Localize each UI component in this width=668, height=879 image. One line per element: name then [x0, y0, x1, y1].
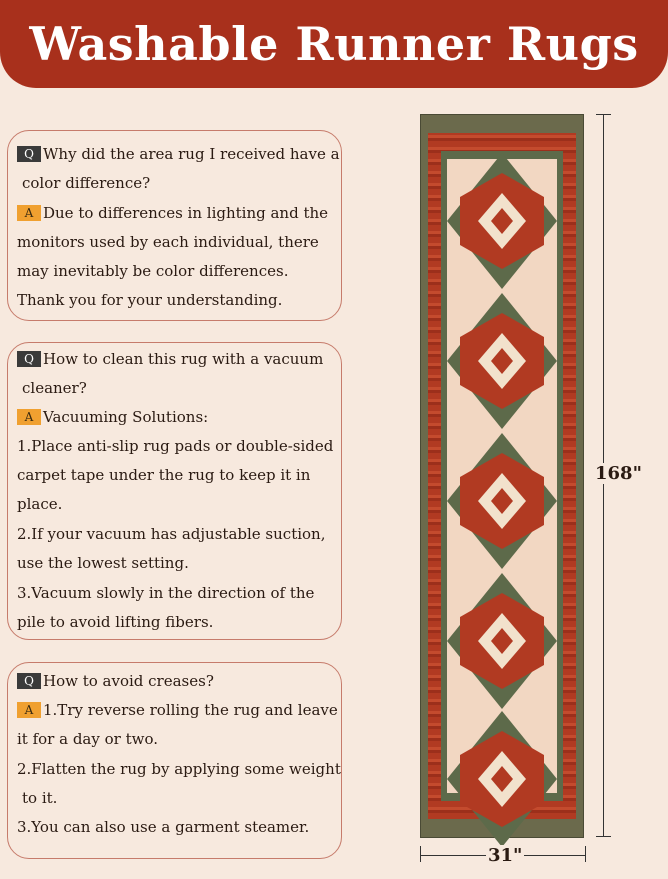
faq-answer-line	[17, 700, 338, 720]
answer-text: use the lowest setting.	[17, 554, 189, 572]
question-badge: Q	[17, 146, 41, 162]
question-badge: Q	[17, 351, 41, 367]
faq-question-line	[17, 671, 214, 691]
width-label: 31"	[488, 845, 523, 866]
faq-box-vacuum-cleaning	[7, 342, 342, 640]
answer-text: pile to avoid lifting fibers.	[17, 613, 214, 631]
answer-text: 2.Flatten the rug by applying some weight	[17, 760, 341, 778]
answer-text: Thank you for your understanding.	[17, 291, 283, 309]
faq-question-line	[17, 144, 340, 164]
answer-text: Vacuuming Solutions:	[43, 408, 209, 426]
answer-badge: A	[17, 702, 41, 718]
title-banner	[0, 0, 668, 88]
answer-text: monitors used by each individual, there	[17, 233, 319, 251]
answer-text: 1.Try reverse rolling the rug and leave	[43, 701, 338, 719]
question-text: cleaner?	[22, 379, 87, 397]
question-text: color difference?	[22, 174, 151, 192]
width-dimension-tick	[585, 846, 586, 862]
faq-box-avoid-creases	[7, 662, 342, 859]
question-text: Why did the area rug I received have a	[43, 145, 340, 163]
faq-question-line	[17, 349, 323, 369]
runner-rug-image	[420, 114, 584, 838]
answer-text: 3.Vacuum slowly in the direction of the	[17, 584, 315, 602]
faq-answer-line	[17, 407, 208, 427]
answer-text: 2.If your vacuum has adjustable suction,	[17, 525, 326, 543]
width-dimension-tick	[420, 846, 421, 862]
answer-text: place.	[17, 495, 63, 513]
answer-text: carpet tape under the rug to keep it in	[17, 466, 311, 484]
answer-text: 1.Place anti-slip rug pads or double-sided	[17, 437, 334, 455]
question-badge: Q	[17, 673, 41, 689]
answer-text: Due to differences in lighting and the	[43, 204, 329, 222]
question-text: How to clean this rug with a vacuum	[43, 350, 324, 368]
faq-answer-line	[17, 203, 328, 223]
answer-text: to it.	[22, 789, 58, 807]
answer-text: may inevitably be color differences.	[17, 262, 289, 280]
answer-text: it for a day or two.	[17, 730, 158, 748]
faq-box-color-difference	[7, 130, 342, 321]
length-dimension-tick	[596, 836, 611, 837]
answer-badge: A	[17, 409, 41, 425]
answer-badge: A	[17, 205, 41, 221]
length-label: 168"	[595, 463, 642, 484]
page-title: Washable Runner Rugs	[29, 17, 639, 71]
length-dimension-tick	[596, 114, 611, 115]
question-text: How to avoid creases?	[43, 672, 214, 690]
answer-text: 3.You can also use a garment steamer.	[17, 818, 310, 836]
